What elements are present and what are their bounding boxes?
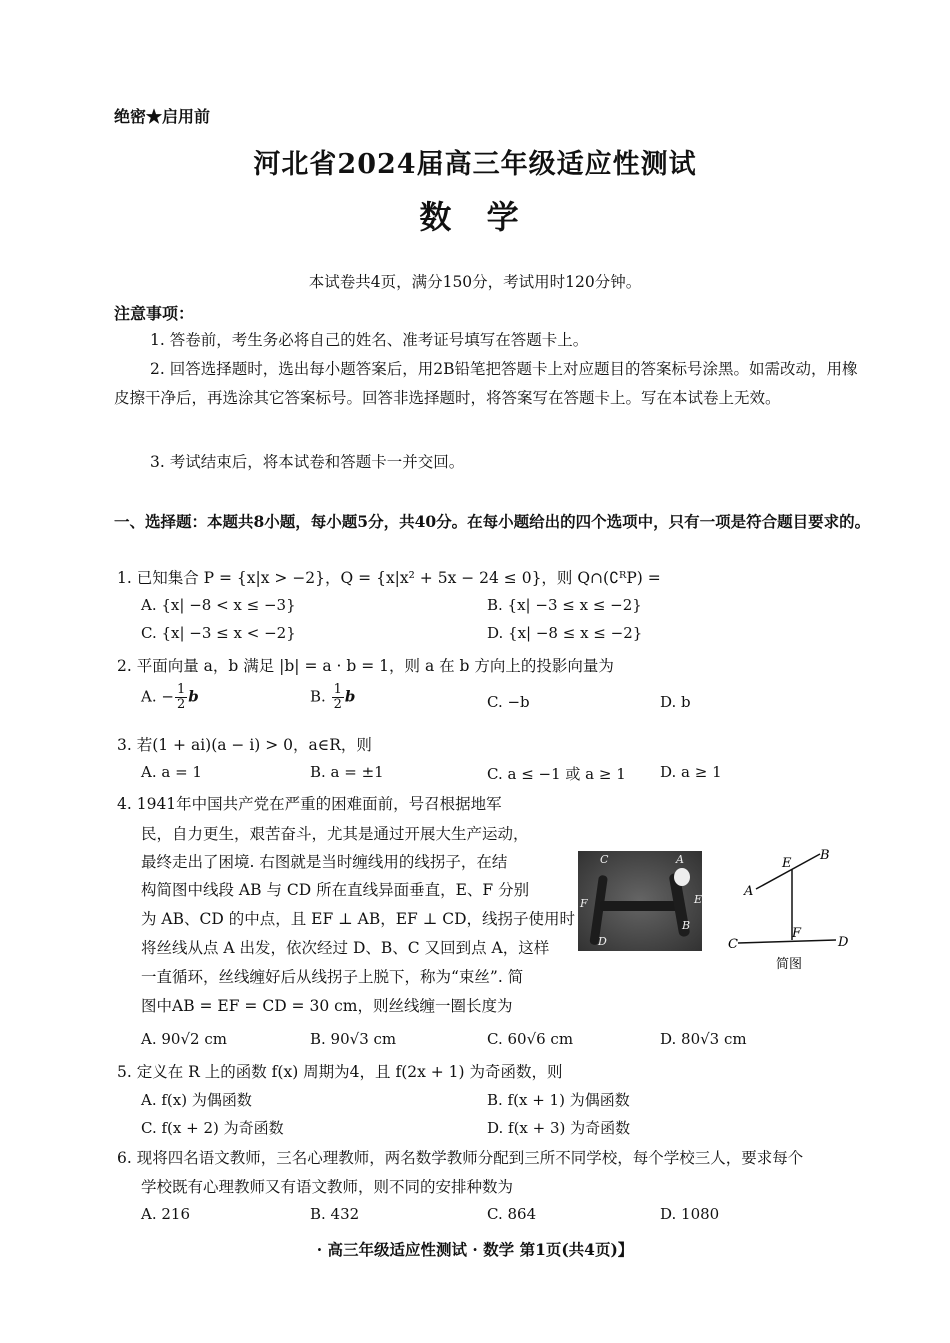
thread-reel-photo <box>578 851 702 951</box>
label-e: E <box>782 856 792 871</box>
q3-option-d: D. a ≥ 1 <box>660 763 722 781</box>
note-item-1: 1. 答卷前，考生务必将自己的姓名、准考证号填写在答题卡上。 <box>150 331 589 349</box>
q5-option-c: C. f(x + 2) 为奇函数 <box>141 1119 284 1137</box>
note-item-3: 3. 考试结束后，将本试卷和答题卡一并交回。 <box>150 453 465 471</box>
vector-b: b <box>188 687 199 706</box>
q4-line-6: 将丝线从点 A 出发，依次经过 D、B、C 又回到点 A，这样 <box>141 939 550 957</box>
q4-line-7: 一直循环，丝线缠好后从线拐子上脱下，称为“束丝”. 简 <box>141 968 524 986</box>
section-1-heading: 一、选择题：本题共8小题，每小题5分，共40分。在每小题给出的四个选项中，只有一项是符合题目要求的。 <box>114 512 871 531</box>
q2-stem: 2. 平面向量 a，b 满足 |b| = a · b = 1，则 a 在 b 方向上的投影向量为 <box>117 657 614 675</box>
label-b: B <box>820 848 830 863</box>
q3-option-c: C. a ≤ −1 或 a ≥ 1 <box>487 765 626 783</box>
confidential-mark: 绝密★启用前 <box>114 107 211 126</box>
svg-text:B: B <box>682 919 691 932</box>
q4-line-4: 构简图中线段 AB 与 CD 所在直线异面垂直，E、F 分别 <box>141 881 530 899</box>
notes-heading: 注意事项： <box>114 304 195 323</box>
q4-line-2: 民，自力更生，艰苦奋斗，尤其是通过开展大生产运动， <box>141 825 529 843</box>
q1-option-d: D. {x| −8 ≤ x ≤ −2} <box>487 624 643 642</box>
label-c: C <box>728 937 738 952</box>
vector-b: b <box>344 687 356 706</box>
q5-option-d: D. f(x + 3) 为奇函数 <box>487 1119 631 1137</box>
note-item-2: 2. 回答选择题时，选出每小题答案后，用2B铅笔把答题卡上对应题目的答案标号涂黑。如需改动，用橡皮擦干净后，再选涂其它答案标号。回答非选择题时，将答案写在答题卡上。写在本试卷上无效。 <box>114 360 858 407</box>
q4-line-8: 图中AB = EF = CD = 30 cm，则丝线缠一圈长度为 <box>141 997 513 1015</box>
exam-title: 河北省2024届高三年级适应性测试 <box>253 149 697 180</box>
label-a: A <box>744 884 754 899</box>
svg-text:F: F <box>580 897 588 910</box>
q2-option-b-fraction <box>332 683 344 712</box>
q1-option-c: C. {x| −3 ≤ x < −2} <box>141 624 296 642</box>
label-d: D <box>838 935 849 950</box>
label-f: F <box>792 926 802 941</box>
svg-text:C: C <box>600 853 609 866</box>
q2-option-d: D. b <box>660 693 691 711</box>
q1-stem: 1. 已知集合 P = {x|x > −2}，Q = {x|x² + 5x − 24 ≤ 0}，则 Q∩(∁ᴿP) = <box>117 569 661 587</box>
q4-option-b: B. 90√3 cm <box>310 1030 397 1048</box>
q1-option-b: B. {x| −3 ≤ x ≤ −2} <box>487 596 642 614</box>
diagram-caption: 简图 <box>776 957 803 972</box>
q1-option-a: A. {x| −8 < x ≤ −3} <box>141 596 296 614</box>
fraction-numerator: 1 <box>176 682 186 697</box>
q6-option-b: B. 432 <box>310 1205 360 1223</box>
svg-text:A: A <box>676 853 684 866</box>
q5-option-a: A. f(x) 为偶函数 <box>141 1091 252 1109</box>
q4-diagram <box>724 843 859 973</box>
q4-line-5: 为 AB、CD 的中点，且 EF ⊥ AB，EF ⊥ CD，线拐子使用时 <box>141 910 576 928</box>
svg-text:D: D <box>598 935 607 948</box>
exam-info: 本试卷共4页，满分150分，考试用时120分钟。 <box>308 273 642 291</box>
page-footer: · 高三年级适应性测试 · 数学 第1页(共4页)】 <box>316 1240 634 1259</box>
thread-reel-photo-image <box>578 851 702 951</box>
q6-option-a: A. 216 <box>141 1205 190 1223</box>
fraction-denominator: 2 <box>176 697 186 712</box>
q2-option-a-fraction <box>175 683 187 712</box>
q6-option-d: D. 1080 <box>660 1205 720 1223</box>
fraction-denominator: 2 <box>333 697 342 712</box>
svg-text:E: E <box>694 893 702 906</box>
q3-stem: 3. 若(1 + ai)(a − i) > 0，a∈R，则 <box>117 736 372 754</box>
q4-option-c: C. 60√6 cm <box>487 1030 574 1048</box>
q2-option-b-prefix: B. <box>310 687 331 706</box>
fraction-numerator: 1 <box>333 682 342 697</box>
q5-stem: 5. 定义在 R 上的函数 f(x) 周期为4，且 f(2x + 1) 为奇函数，则 <box>117 1063 563 1081</box>
q2-option-a <box>141 683 199 712</box>
q4-line-1: 4. 1941年中国共产党在严重的困难面前，号召根据地军 <box>117 795 502 813</box>
q2-option-c: C. −b <box>487 693 530 711</box>
q4-line-3: 最终走出了困境. 右图就是当时缠线用的线拐子，在结 <box>141 853 508 871</box>
q6-line-1: 6. 现将四名语文教师，三名心理教师，两名数学教师分配到三所不同学校，每个学校三人，要求每个 <box>117 1149 804 1167</box>
q2-option-b <box>310 683 355 712</box>
q3-option-a: A. a = 1 <box>141 763 202 781</box>
q2-option-a-prefix: A. − <box>141 687 174 706</box>
q4-option-a: A. 90√2 cm <box>141 1030 227 1048</box>
q3-option-b: B. a = ±1 <box>310 763 384 781</box>
subject-title: 数 学 <box>419 198 531 236</box>
q6-option-c: C. 864 <box>487 1205 537 1223</box>
segment-cd <box>738 940 836 943</box>
q6-line-2: 学校既有心理教师又有语文教师，则不同的安排种数为 <box>141 1178 514 1196</box>
q4-option-d: D. 80√3 cm <box>660 1030 747 1048</box>
q5-option-b: B. f(x + 1) 为偶函数 <box>487 1091 630 1109</box>
